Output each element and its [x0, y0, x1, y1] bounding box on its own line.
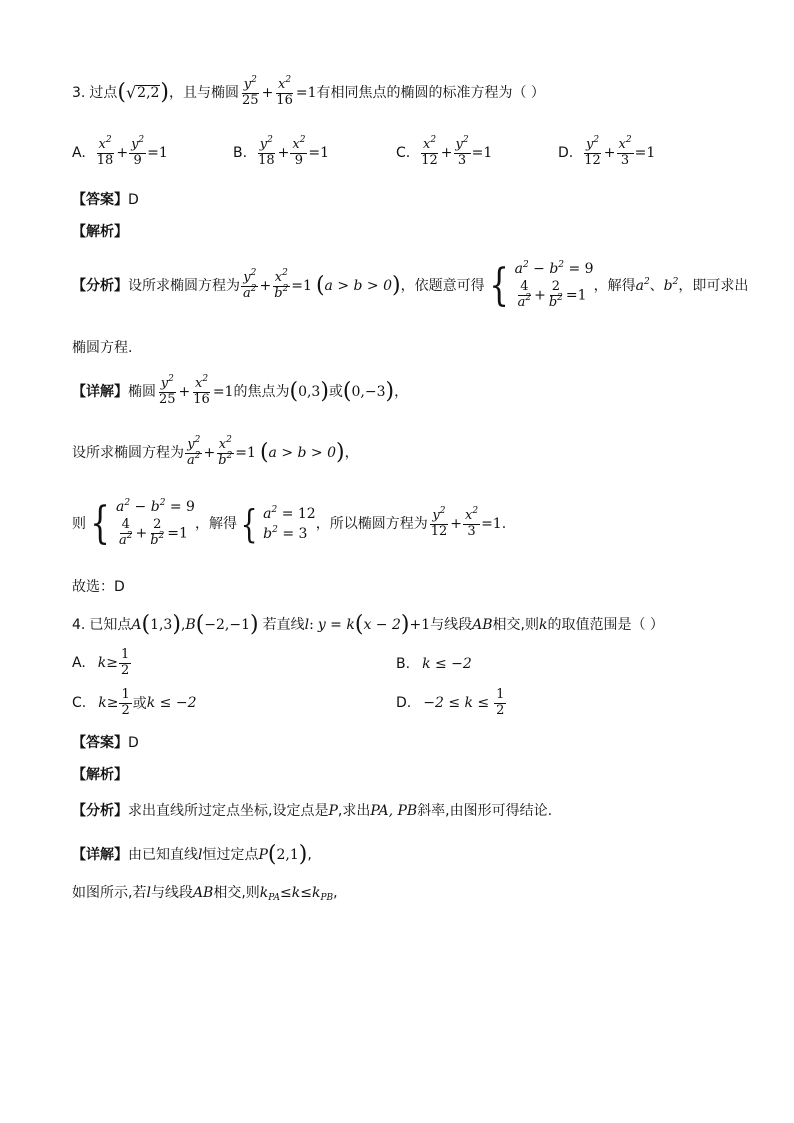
q3-fenxi-tag: 【分析】 — [72, 278, 128, 295]
q4-answer-tag: 【答案】 — [72, 735, 128, 751]
q3-point: √ 2,2 — [125, 83, 160, 103]
q3-detail-2: 设所求椭圆方程为 $\frac{y^2}{a^2}$ + $\frac{x^2}{b^2}$ =1 ( a > b > 0 ) ， — [72, 435, 359, 468]
q4-option-a[interactable]: A. k ≥ $\frac{1}{2}$ — [72, 647, 130, 678]
q3-ellipse-frac-x: $\frac{x^2}{16}$ — [276, 75, 293, 108]
q3-fenxi-system: { $a^2 - b^2 = 9$ $\frac{4}{a^2}$ + $\frac{2}{b^2}$ =1 — [488, 260, 594, 312]
q4-option-c[interactable]: C. k ≥ $\frac{1}{2}$ 或 k ≤ −2 — [72, 687, 197, 718]
q4-fenxi: 【分析】 求出直线所过定点坐标,设定点是 P ,求出 PA, PB 斜率,由图形可得结论. — [72, 803, 553, 819]
q3-option-b[interactable]: B. $\frac{y^2}{18}$ + $\frac{x^2}{9}$ =1 — [233, 135, 330, 168]
q3-option-a[interactable]: A. $\frac{x^2}{18}$ + $\frac{y^2}{9}$ =1 — [72, 135, 168, 168]
q4-option-b[interactable]: B. k ≤ −2 — [396, 656, 472, 672]
q3-detail-tag: 【详解】 — [72, 384, 128, 401]
q4-fenxi-tag: 【分析】 — [72, 803, 128, 819]
q3-solution-system: { $a^2 = 12$ $b^2 = 3$ — [240, 502, 316, 547]
q4-detail-2: 如图所示,若 l 与线段 AB 相交,则 $k_{PA}$ ≤ k ≤ $k_{PB}$ , — [72, 885, 338, 903]
q3-answer-value: D — [128, 192, 139, 208]
q3-fenxi: 【分析】 设所求椭圆方程为 $\frac{y^2}{a^2}$ + $\frac{x^2}{b^2}$ =1 ( a > b > 0 ) ，依题意可得 { $a^2 - b^2 = 9$ $\frac{4}{a^2}$ + $\frac{2}{b^2}$ =1 ，解得 $a^2$ 、 $b^2$ ，即可求出 — [72, 260, 749, 312]
q3-detail-3: 则 { $a^2 - b^2 = 9$ $\frac{4}{a^2}$ + $\frac{2}{b^2}$ =1 ，解得 { $a^2 = 12$ $b^2 = 3$ ，所以椭圆方程为 $\frac{y^2}{12}$ + $\frac{x^2}{3}$ =1 . — [72, 498, 507, 550]
q3-number: 3. — [72, 85, 86, 102]
q3-answer-tag: 【答案】 — [72, 192, 128, 208]
q3-detail-system: { $a^2 - b^2 = 9$ $\frac{4}{a^2}$ + $\frac{2}{b^2}$ =1 — [90, 498, 195, 550]
q3-option-d[interactable]: D. $\frac{y^2}{12}$ + $\frac{x^2}{3}$ =1 — [558, 135, 656, 168]
q3-stem-b: ，且与椭圆 — [169, 85, 240, 102]
q4-analysis-tag: 【解析】 — [72, 767, 128, 783]
q4-number: 4. — [72, 617, 86, 633]
q4-detail-tag: 【详解】 — [72, 847, 128, 863]
q3-stem: 3. 过点 ( √ 2,2 ) ，且与椭圆 $\frac{y^2}{25}$ + $\frac{x^2}{16}$ =1 有相同焦点的椭圆的标准方程为（ ） — [72, 75, 545, 108]
q3-conclusion: 故选：D — [72, 579, 125, 595]
q3-stem-a: 过点 — [89, 85, 118, 102]
q3-stem-c: 有相同焦点的椭圆的标准方程为（ ） — [316, 85, 545, 102]
q3-fenxi-cond: a > b > 0 — [324, 278, 393, 295]
q3-detail-1: 【详解】 椭圆 $\frac{y^2}{25}$ + $\frac{x^2}{16}$ =1 的焦点为 ( 0,3 ) 或 ( 0,−3 ) ， — [72, 374, 409, 407]
q3-fenxi-cont: 椭圆方程. — [72, 340, 133, 356]
q4-option-d[interactable]: D. −2 ≤ k ≤ $\frac{1}{2}$ — [396, 687, 505, 718]
q3-answer — [72, 193, 139, 207]
q4-answer — [72, 736, 139, 750]
q4-answer-value: D — [128, 735, 139, 751]
q3-option-c[interactable]: C. $\frac{x^2}{12}$ + $\frac{y^2}{3}$ =1 — [396, 135, 493, 168]
q4-stem: 4. 已知点 A ( 1,3 ) , B ( −2,−1 ) 若直线 l : y = k ( x − 2 ) +1 与线段 AB 相交,则 k 的取值范围是（ ） — [72, 612, 664, 637]
q4-detail-1: 【详解】 由已知直线 l 恒过定点 P ( 2,1 ) , — [72, 842, 312, 867]
q3-ellipse-frac-y: $\frac{y^2}{25}$ — [242, 75, 259, 108]
q3-analysis-tag: 【解析】 — [72, 224, 128, 240]
